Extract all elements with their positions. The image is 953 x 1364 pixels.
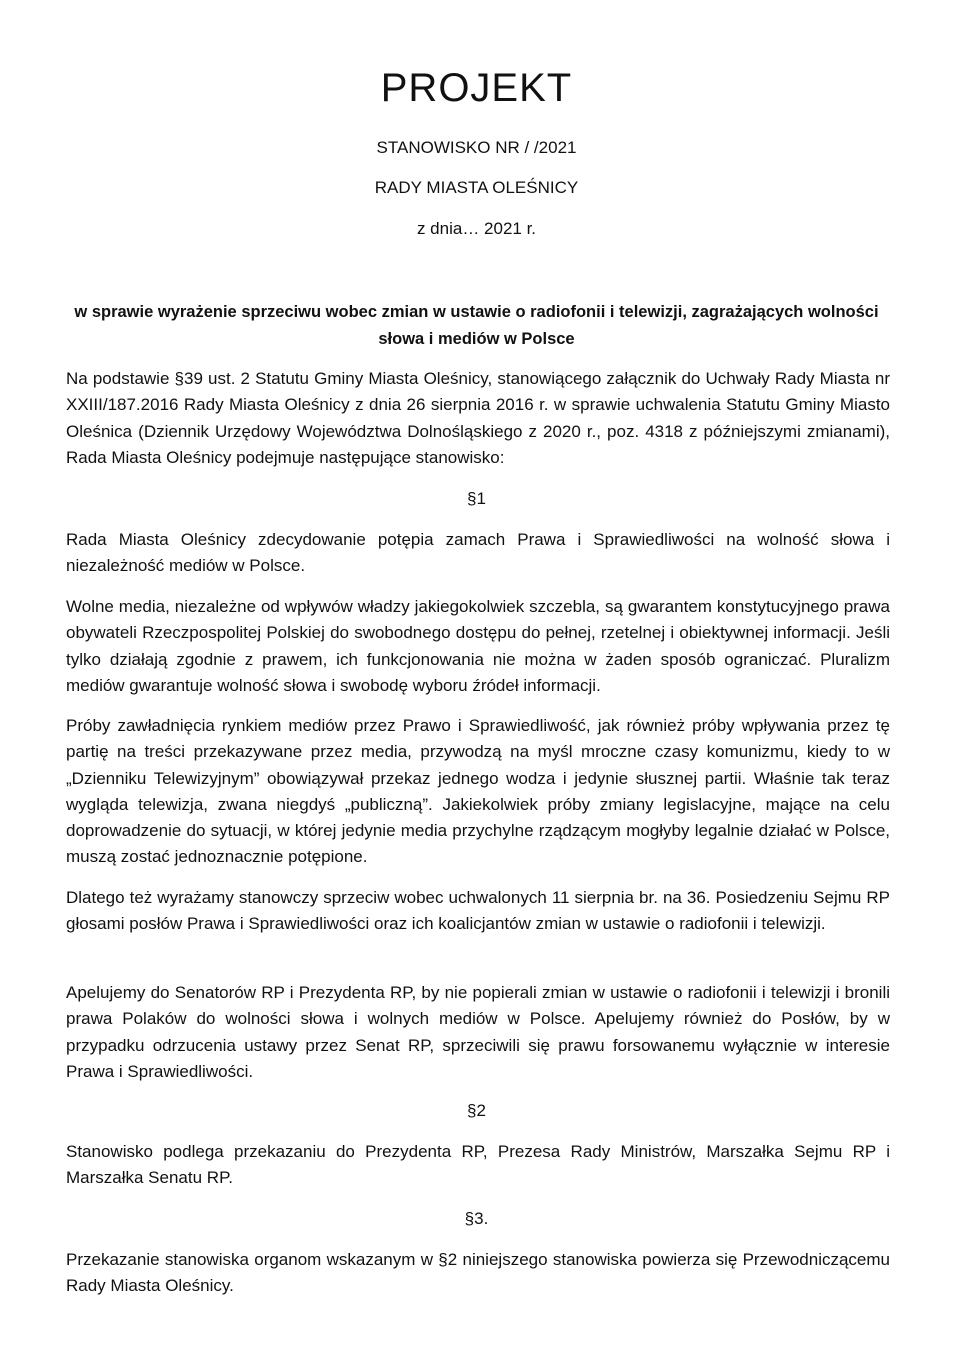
document-subject: w sprawie wyrażenie sprzeciwu wobec zmian w ustawie o radiofonii i telewizji, zagrażających wolności słowa i mediów w Polsce [74, 303, 879, 348]
section-2-mark: §2 [467, 1101, 486, 1120]
section-1-paragraph-1: Rada Miasta Oleśnicy zdecydowanie potępia zamach Prawa i Sprawiedliwości na wolność słowa i niezależność mediów w Polsce. [66, 530, 890, 576]
section-3-mark: §3. [464, 1209, 489, 1228]
section-1-paragraph-5: Apelujemy do Senatorów RP i Prezydenta RP, by nie popierali zmian w ustawie o radiofonii i telewizji i bronili prawa Polaków do wolności słowa i wolnych mediów w Polsce. Apelujemy również do Posłów, by w przypadku odrzucenia ustawy przez Senat RP, sprzeciwili się prawu forsowanemu wyłącznie w interesie Prawa i Sprawiedliwości. [66, 983, 890, 1081]
section-1-paragraph-4: Dlatego też wyrażamy stanowczy sprzeciw wobec uchwalonych 11 sierpnia br. na 36. Posiedzeniu Sejmu RP głosami posłów Prawa i Sprawiedliwości oraz ich koalicjantów zmian w ustawie o radiofonii i telewizji. [66, 888, 890, 934]
section-1-paragraph-3: Próby zawładnięcia rynkiem mediów przez Prawo i Sprawiedliwość, jak również próby wpływania przez tę partię na treści przekazywane przez media, przywodzą na myśl mroczne czasy komunizmu, kiedy to w „Dzienniku Telewizyjnym” obowiązywał przekaz jednego wodza i jedynie słusznej partii. Właśnie tak teraz wygląda telewizja, zwana niegdyś „publiczną”. Jakiekolwiek próby zmiany legislacyjne, mające na celu doprowadzenie do sytuacji, w której jedynie media przychylne rządzącym mogłyby legalnie działać w Polsce, muszą zostać jednoznacznie potępione. [66, 716, 890, 867]
council-name: RADY MIASTA OLEŚNICY [374, 178, 579, 197]
document-title: PROJEKT [380, 66, 573, 110]
stanowisko-number: STANOWISKO NR / /2021 [376, 138, 577, 157]
preamble-paragraph: Na podstawie §39 ust. 2 Statutu Gminy Miasta Oleśnicy, stanowiącego załącznik do Uchwały Rady Miasta nr XXIII/187.2016 Rady Miasta Oleśnicy z dnia 26 sierpnia 2016 r. w sprawie uchwalenia Statutu Gminy Miasto Oleśnica (Dziennik Urzędowy Województwa Dolnośląskiego z 2020 r., poz. 4318 z późniejszymi zmianami), Rada Miasta Oleśnicy podejmuje następujące stanowisko: [66, 369, 890, 467]
section-2-paragraph: Stanowisko podlega przekazaniu do Prezydenta RP, Prezesa Rady Ministrów, Marszałka Sejmu RP i Marszałka Senatu RP. [66, 1142, 890, 1188]
section-1-mark: §1 [467, 489, 486, 508]
document-date: z dnia… 2021 r. [416, 219, 537, 238]
section-3-paragraph: Przekazanie stanowiska organom wskazanym w §2 niniejszego stanowiska powierza się Przewodniczącemu Rady Miasta Oleśnicy. [66, 1250, 890, 1296]
section-1-paragraph-2: Wolne media, niezależne od wpływów władzy jakiegokolwiek szczebla, są gwarantem konstytucyjnego prawa obywateli Rzeczpospolitej Polskiej do swobodnego dostępu do pełnej, rzetelnej i obiektywnej informacji. Jeśli tylko działają zgodnie z prawem, ich funkcjonowania nie można w żaden sposób ograniczać. Pluralizm mediów gwarantuje wolność słowa i swobodę wyboru źródeł informacji. [66, 597, 890, 695]
